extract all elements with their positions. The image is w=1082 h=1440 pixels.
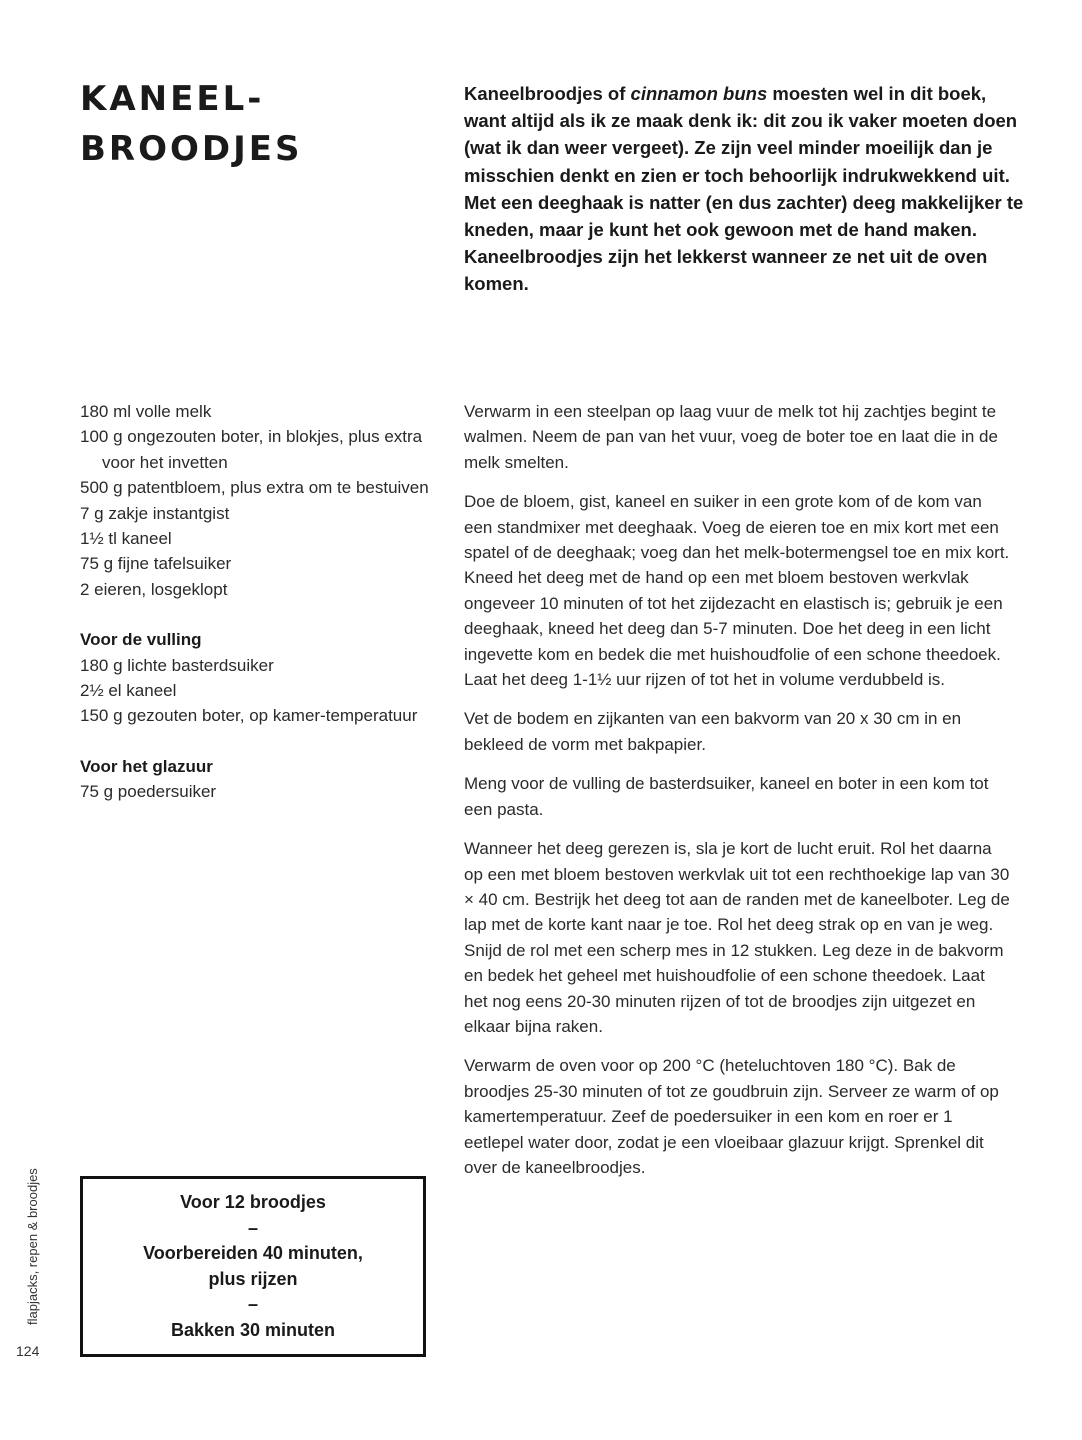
ingredient-item: 7 g zakje instantgist xyxy=(80,503,230,523)
intro-paragraph xyxy=(464,80,1024,298)
glaze-item: 75 g poedersuiker xyxy=(80,782,217,802)
glaze-heading: Voor het glazuur xyxy=(80,756,213,776)
filling-heading: Voor de vulling xyxy=(80,630,202,650)
method-paragraph: Verwarm in een steelpan op laag vuur de melk tot hij zachtjes begint te walmen. Neem de pan van het vuur, voeg de boter toe en laat die in de melk smelten. xyxy=(464,402,998,472)
method-paragraph: Meng voor de vulling de basterdsuiker, kaneel en boter in een kom tot een pasta. xyxy=(464,774,989,819)
ingredient-item: 75 g fijne tafelsuiker xyxy=(80,554,232,574)
recipe-info-box xyxy=(80,1176,426,1357)
method-paragraph: Vet de bodem en zijkanten van een bakvorm van 20 x 30 cm in en bekleed de vorm met bakpapier. xyxy=(464,709,962,754)
intro-text-1: Kaneelbroodjes of xyxy=(464,83,631,104)
ingredient-list xyxy=(80,399,430,805)
prep-time-label: Voorbereiden 40 minuten, xyxy=(143,1243,363,1263)
filling-item: 2½ el kaneel xyxy=(80,681,177,701)
info-separator: – xyxy=(247,1217,258,1238)
title-line-1: KANEEL- xyxy=(80,79,265,119)
running-title: flapjacks, repen & broodjes xyxy=(25,1168,40,1325)
ingredient-item: 2 eieren, losgeklopt xyxy=(80,579,228,599)
filling-item: 180 g lichte basterdsuiker xyxy=(80,655,274,675)
intro-text-2: moesten wel in dit boek, want altijd als ik ze maak denk ik: dit zou ik vaker moeten doen (wat ik dan weer vergeet). Ze zijn veel minder moeilijk dan je misschien denkt en zien er toch behoorlijk indrukwekkend uit. Met een deeghaak is natter (en dus zachter) deeg makkelijker te kneden, maar je kunt het ook gewoon met de hand maken. Kaneelbroodjes zijn het lekkerst wanneer ze net uit de oven komen. xyxy=(464,83,1024,295)
info-separator: – xyxy=(247,1294,258,1314)
page-number: 124 xyxy=(16,1343,40,1359)
ingredient-item: 1½ tl kaneel xyxy=(80,529,172,549)
filling-item: 150 g gezouten boter, op kamer-temperatuur xyxy=(80,706,418,726)
method-steps xyxy=(464,399,1012,1194)
title-line-2: BROODJES xyxy=(80,129,303,169)
servings-label: Voor 12 broodjes xyxy=(180,1192,326,1212)
method-paragraph: Doe de bloem, gist, kaneel en suiker in een grote kom of de kom van een standmixer met deeghaak. Voeg de eieren toe en mix kort met een spatel of de deeghaak; voeg dan het melk-botermengsel toe en mix kort. Kneed het deeg met de hand op een met bloem bestoven werkvlak ongeveer 10 minuten of tot het zijdezacht en elastisch is; gebruik je een deeghaak, kneed het deeg dan 5-7 minuten. Doe het deeg in een licht ingevette kom en bedek die met huishoudfolie of een schone theedoek. Laat het deeg 1-1½ uur rijzen of tot het in volume verdubbeld is. xyxy=(464,492,1010,690)
method-paragraph: Verwarm de oven voor op 200 °C (heteluchtoven 180 °C). Bak de broodjes 25-30 minuten of tot ze goudbruin zijn. Serveer ze warm of op kamertemperatuur. Zeef de poedersuiker in een kom en roer er 1 eetlepel water door, zodat je een vloeibaar glazuur krijgt. Sprenkel dit over de kaneelbroodjes. xyxy=(464,1056,999,1177)
recipe-title xyxy=(80,74,303,174)
ingredient-item: 100 g ongezouten boter, in blokjes, plus extra voor het invetten xyxy=(80,427,423,472)
ingredient-item: 500 g patentbloem, plus extra om te bestuiven xyxy=(80,478,429,498)
bake-time-label: Bakken 30 minuten xyxy=(170,1319,336,1340)
method-paragraph: Wanneer het deeg gerezen is, sla je kort de lucht eruit. Rol het daarna op een met bloem bestoven werkvlak uit tot een rechthoekige lap van 30 × 40 cm. Bestrijk het deeg tot aan de randen met de kaneelboter. Leg de lap met de korte kant naar je toe. Rol het deeg strak op en van je weg. Snijd de rol met een scherp mes in 12 stukken. Leg deze in de bakvorm en bedek het geheel met huishoudfolie of een schone theedoek. Laat het nog eens 20-30 minuten rijzen of tot de broodjes zijn uitgezet en elkaar bijna raken. xyxy=(464,839,1010,1036)
ingredient-item: 180 ml volle melk xyxy=(80,402,212,421)
prep-extra-label: plus rijzen xyxy=(208,1268,298,1289)
intro-italic: cinnamon buns xyxy=(630,83,768,104)
